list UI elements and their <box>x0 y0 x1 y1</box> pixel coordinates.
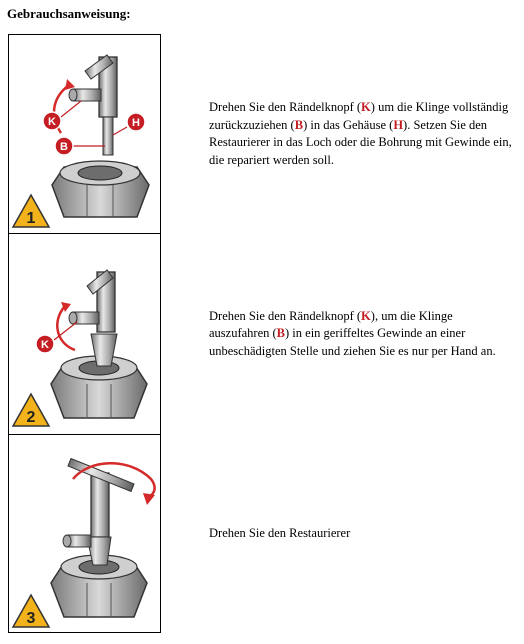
svg-text:K: K <box>48 116 56 128</box>
instruction-text: ), um die Klinge auszufahren ( <box>209 308 453 341</box>
part-label-ref: K <box>361 308 371 323</box>
step-row-1 <box>9 35 516 234</box>
step-1-badge-icon <box>13 195 49 227</box>
page-heading: Gebrauchsanweisung: <box>7 6 131 21</box>
instruction-text: ) in das Gehäuse ( <box>303 117 394 132</box>
part-label-ref: B <box>294 117 304 132</box>
hex-nut-graphic <box>52 161 149 217</box>
instruction-text: Drehen Sie den Restaurierer <box>209 525 351 540</box>
svg-text:2: 2 <box>26 409 36 426</box>
instruction-text: Drehen Sie den Rändelknopf ( <box>209 308 362 323</box>
part-label-ref: B <box>276 326 286 341</box>
step-row-3 <box>9 435 516 633</box>
step-3-badge-icon <box>13 595 49 627</box>
svg-text:H: H <box>132 117 140 129</box>
label-h-icon <box>113 113 145 135</box>
svg-text:B: B <box>60 141 68 153</box>
instruction-text: Drehen Sie den Rändelknopf ( <box>209 100 362 114</box>
part-label-ref: H <box>393 117 404 132</box>
svg-text:K: K <box>41 339 49 351</box>
restorer-tool-graphic <box>63 459 134 565</box>
part-label-ref: K <box>361 100 371 114</box>
step-2-illustration <box>9 234 161 435</box>
instruction-text: ). Setzen Sie den Restaurierer in das Loch oder die Bohrung mit Gewinde ein, die repariert werden soll. <box>209 117 512 167</box>
label-b-icon <box>55 137 105 155</box>
step-3-illustration <box>9 435 161 633</box>
svg-text:1: 1 <box>26 210 36 227</box>
step-2-badge-icon <box>13 394 49 426</box>
instruction-text: ) in ein geriffeltes Gewinde an einer unbeschädigten Stelle und ziehen Sie es nur per Hand an. <box>209 326 496 358</box>
svg-text:3: 3 <box>26 610 36 627</box>
label-k-icon <box>43 101 81 130</box>
instruction-text: ) um die Klinge vollständig zurückzuziehen ( <box>209 100 509 132</box>
restorer-tool-graphic <box>69 270 117 366</box>
step-2-text <box>161 234 516 435</box>
step-3-text <box>161 435 516 633</box>
instruction-table <box>8 34 516 633</box>
step-1-illustration <box>9 35 161 234</box>
step-1-text <box>161 35 516 234</box>
step-row-2 <box>9 234 516 435</box>
